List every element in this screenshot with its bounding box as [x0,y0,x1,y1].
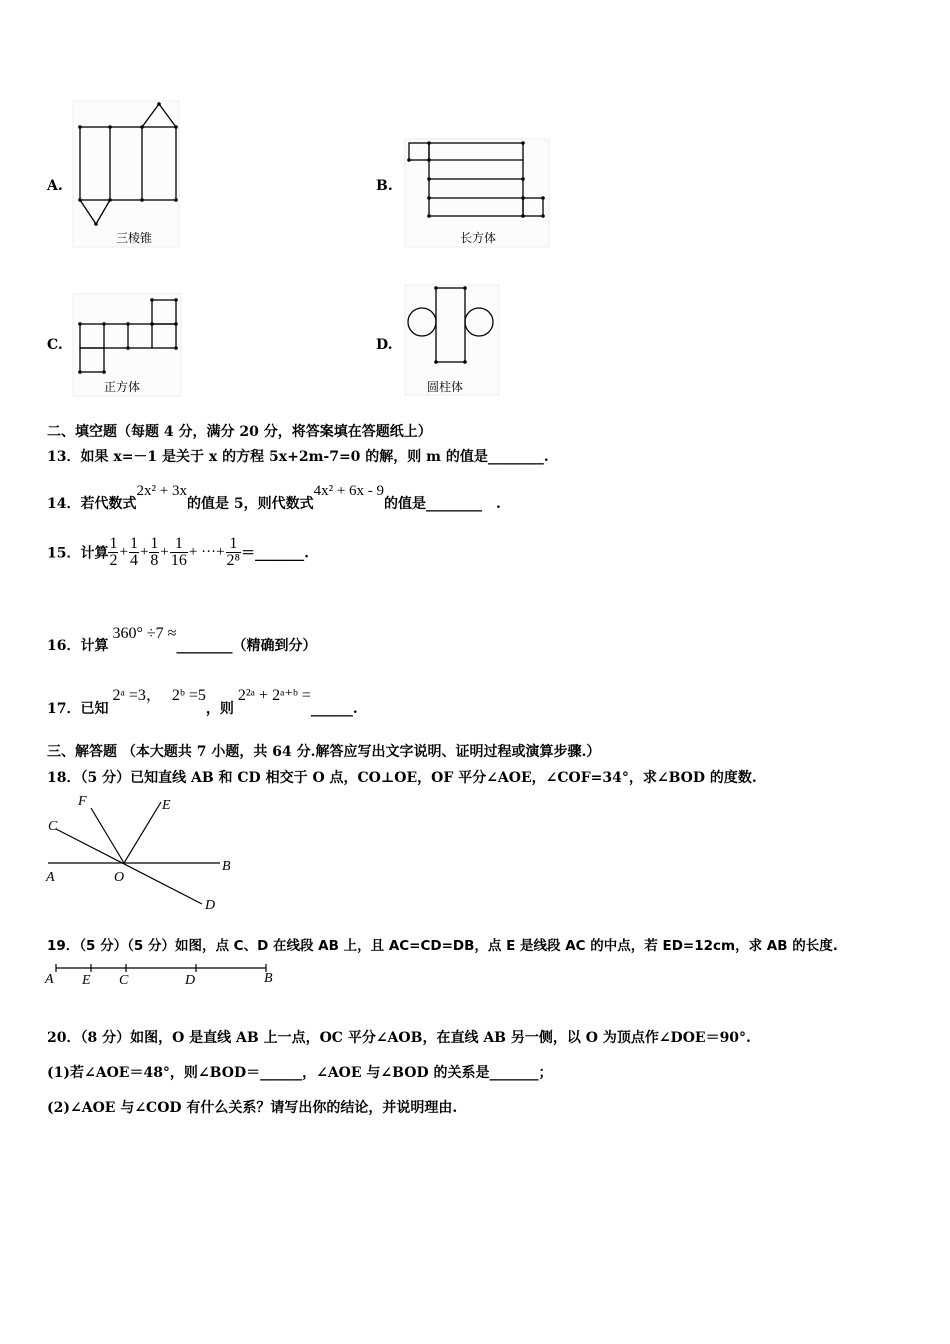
label-b: B [264,971,273,986]
option-d-label: D. [376,337,393,353]
q17-expression: 2²ᵃ + 2ᵃ⁺ᵇ = [237,687,311,704]
q17-condition-1: 2ᵃ =3， [112,687,162,704]
q16-expression: 360° ÷7 ≈ [112,625,177,642]
q15-numerator: 1 [109,535,118,552]
option-b-caption: 长方体 [460,231,497,245]
q15-fraction [170,536,188,569]
label-f: F [78,794,87,809]
q15-denominator: 2 [109,552,118,569]
q15-numerator: 1 [170,536,188,553]
q14-middle-text: 的值是 5，则代数式 [186,496,314,512]
q15-last-fraction [226,536,242,569]
option-b-label: B. [376,178,393,194]
plus-sign: + [119,544,128,560]
option-a-label: A. [47,178,63,194]
q18-angle-figure [42,792,242,916]
q15-denominator: 2⁸ [226,552,241,569]
section-3-title: 三、解答题 （本大题共 7 小题，共 64 分.解答应写出文字说明、证明过程或演算步骤.） [47,744,601,760]
question-13: 13．如果 x=－1 是关于 x 的方程 5x+2m-7=0 的解，则 m 的值是________. [47,449,549,465]
q14-tail: 的值是________ . [384,496,501,512]
label-o: O [114,870,125,885]
q15-denominator: 16 [170,552,187,569]
q14-number: 14．若代数式 [47,496,137,512]
q17-tail: ______. [310,701,358,717]
option-d-caption: 圆柱体 [427,380,464,394]
q16-number: 16．计算 [47,638,109,654]
question-17 [47,682,358,717]
label-d: D [205,898,216,913]
plus-sign: + [160,544,169,560]
label-e: E [162,798,171,813]
q15-fraction [108,536,118,569]
question-19: 19．（5 分）（5 分）如图，点 C、D 在线段 AB 上，且 AC=CD=DB，点 E 是线段 AC 的中点，若 ED=12cm，求 AB 的长度. [47,938,838,954]
q15-denominator: 8 [150,552,159,569]
question-15 [47,536,309,569]
q15-tail: ＝_______. [241,545,309,562]
q15-denominator: 4 [129,552,138,569]
question-20: 20．（8 分）如图，O 是直线 AB 上一点，OC 平分∠AOB，在直线 AB 另一侧，以 O 为顶点作∠DOE＝90°. [47,1030,751,1046]
label-d: D [185,973,196,988]
q15-numerator: 1 [226,536,242,553]
label-a: A [45,972,54,987]
question-20-part-2: (2)∠AOE 与∠COD 有什么关系？请写出你的结论，并说明理由. [47,1100,458,1116]
question-18: 18．（5 分）已知直线 AB 和 CD 相交于 O 点，CO⊥OE，OF 平分∠AOE，∠COF=34°，求∠BOD 的度数. [47,770,757,786]
option-c-caption: 正方体 [104,380,141,394]
option-c-label: C. [47,337,63,353]
label-a: A [46,870,55,885]
q15-number: 15．计算 [47,545,109,562]
q15-fraction [149,536,159,569]
q14-expression-2: 4x² + 6x - 9 [313,483,385,499]
label-b: B [222,859,231,874]
q17-number: 17．已知 [47,701,109,717]
question-16 [47,623,317,654]
q17-middle-text: ，则 [205,701,234,717]
label-c: C [48,819,58,834]
option-a-net-figure [72,100,182,250]
q19-segment-figure [42,960,282,988]
q16-tail: ________（精确到分） [176,638,317,654]
q17-condition-2: 2ᵇ =5 [171,687,206,704]
q15-ellipsis: + ···+ [188,544,225,560]
q14-expression-1: 2x² + 3x [136,483,187,499]
question-14 [47,483,501,512]
q15-fraction [129,536,139,569]
question-20-part-1: (1)若∠AOE＝48°，则∠BOD＝______，∠AOE 与∠BOD 的关系是_______； [47,1065,553,1081]
option-a-caption: 三棱锥 [116,231,153,245]
section-2-title: 二、填空题（每题 4 分，满分 20 分，将答案填在答题纸上） [47,424,432,440]
q15-numerator: 1 [150,535,159,552]
label-e: E [82,973,91,988]
q15-numerator: 1 [129,535,138,552]
label-c: C [119,973,129,988]
plus-sign: + [139,544,149,560]
